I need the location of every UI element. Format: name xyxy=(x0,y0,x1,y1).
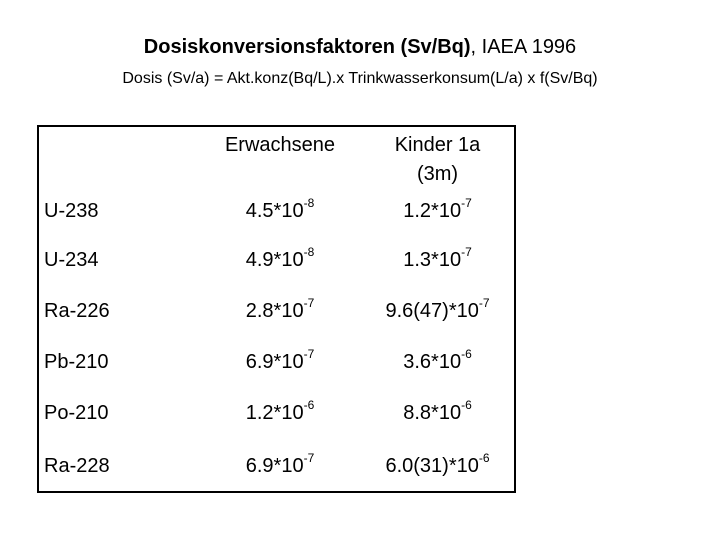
row-label-ra226: Ra-226 xyxy=(44,300,110,322)
title-main: Dosiskonversionsfaktoren (Sv/Bq) xyxy=(143,36,471,58)
value-exponent: -8 xyxy=(303,245,315,260)
value-mantissa: 8.8*10 xyxy=(403,402,462,424)
cell-child-pb210 xyxy=(360,347,515,374)
value-mantissa: 9.6(47)*10 xyxy=(385,300,479,322)
value-exponent: -6 xyxy=(478,451,490,466)
page-title xyxy=(0,36,720,59)
cell-adult-ra228 xyxy=(195,451,365,478)
value-mantissa: 4.9*10 xyxy=(245,249,304,271)
cell-adult-u234 xyxy=(195,245,365,272)
column-header-children-line1: Kinder 1a xyxy=(394,134,481,156)
cell-adult-po210 xyxy=(195,398,365,425)
value-mantissa: 6.9*10 xyxy=(245,351,304,373)
cell-child-u234 xyxy=(360,245,515,272)
value-mantissa: 6.0(31)*10 xyxy=(385,455,479,477)
column-header-adults: Erwachsene xyxy=(224,134,336,156)
value-mantissa: 1.2*10 xyxy=(403,200,462,222)
column-header-children xyxy=(360,131,515,189)
value-exponent: -6 xyxy=(303,398,315,413)
value-exponent: -7 xyxy=(461,196,472,211)
cell-child-po210 xyxy=(360,398,515,425)
value-exponent: -6 xyxy=(461,347,472,362)
value-mantissa: 1.2*10 xyxy=(245,402,304,424)
value-exponent: -8 xyxy=(303,196,315,211)
cell-adult-u238 xyxy=(195,196,365,223)
cell-child-ra228 xyxy=(360,451,515,478)
column-header-children-line2: (3m) xyxy=(416,163,459,185)
formula-subtitle: Dosis (Sv/a) = Akt.konz(Bq/L).x Trinkwasserkonsum(L/a) x f(Sv/Bq) xyxy=(122,70,598,87)
value-exponent: -7 xyxy=(303,347,315,362)
value-exponent: -7 xyxy=(303,296,315,311)
value-mantissa: 3.6*10 xyxy=(403,351,462,373)
cell-adult-pb210 xyxy=(195,347,365,374)
cell-adult-ra226 xyxy=(195,296,365,323)
row-label-u238: U-238 xyxy=(44,200,99,222)
row-label-pb210: Pb-210 xyxy=(44,351,109,373)
value-exponent: -7 xyxy=(303,451,315,466)
value-exponent: -7 xyxy=(461,245,472,260)
value-exponent: -7 xyxy=(478,296,490,311)
row-label-po210: Po-210 xyxy=(44,402,109,424)
value-mantissa: 4.5*10 xyxy=(245,200,304,222)
cell-child-ra226 xyxy=(360,296,515,323)
row-label-u234: U-234 xyxy=(44,249,99,271)
value-mantissa: 2.8*10 xyxy=(245,300,304,322)
title-suffix: , IAEA 1996 xyxy=(470,36,577,58)
cell-child-u238 xyxy=(360,196,515,223)
row-label-ra228: Ra-228 xyxy=(44,455,110,477)
value-mantissa: 1.3*10 xyxy=(403,249,462,271)
value-exponent: -6 xyxy=(461,398,472,413)
value-mantissa: 6.9*10 xyxy=(245,455,304,477)
